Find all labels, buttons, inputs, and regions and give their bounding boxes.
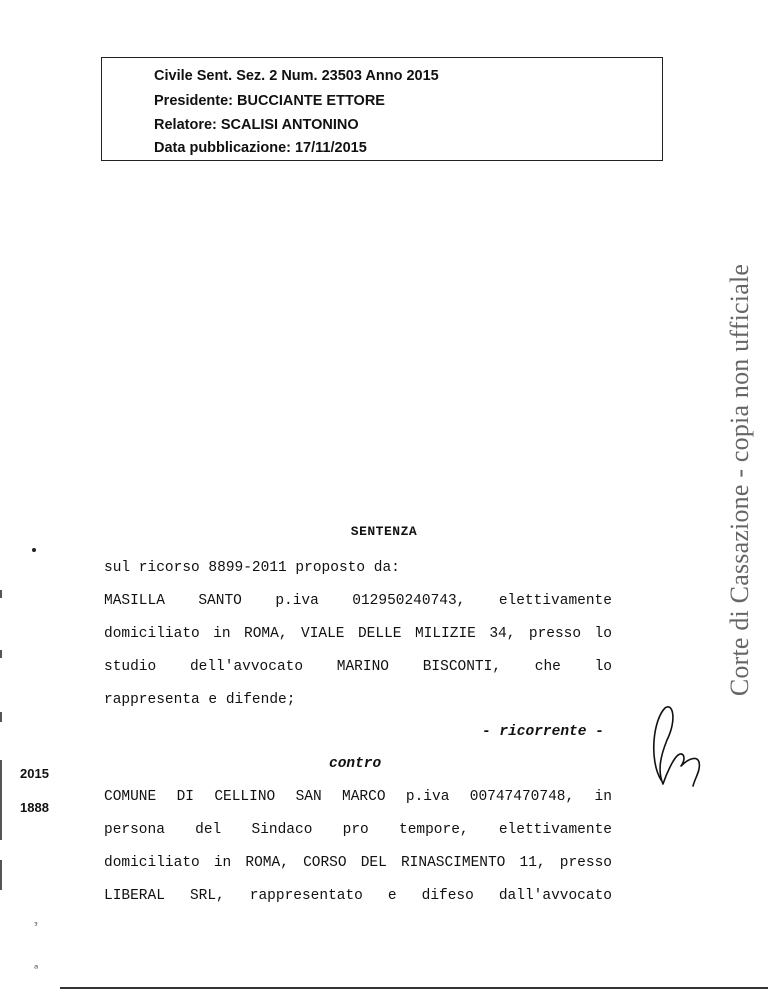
word: CELLINO (214, 789, 276, 805)
header-line-president: Presidente: BUCCIANTE ETTORE (154, 93, 385, 109)
word: ROMA, (244, 626, 288, 642)
bottom-rule (60, 987, 768, 989)
margin-tick (0, 712, 2, 722)
word: difeso (421, 888, 474, 904)
word: che (534, 659, 561, 675)
margin-dot (32, 548, 36, 552)
body-line-3 (104, 626, 612, 642)
word: 11, (519, 855, 546, 871)
margin-mark-2: ᵃ (34, 962, 39, 975)
word: rappresentato (249, 888, 363, 904)
margin-tick (0, 590, 2, 598)
header-line-publication-date: Data pubblicazione: 17/11/2015 (154, 140, 367, 156)
margin-year: 2015 (20, 766, 49, 781)
watermark: Corte di Cassazione - copia non ufficiale (725, 263, 754, 697)
word: MASILLA (104, 593, 165, 609)
word: pro (342, 822, 369, 838)
word: presso (528, 626, 582, 642)
word: Sindaco (251, 822, 313, 838)
word: elettivamente (498, 593, 612, 609)
word: in (213, 626, 231, 642)
word: persona (104, 822, 165, 838)
body-line-2 (104, 593, 612, 609)
word: studio (104, 659, 157, 675)
word: lo (594, 659, 612, 675)
margin-tick (0, 760, 2, 840)
word: LIBERAL (104, 888, 165, 904)
word: tempore, (399, 822, 469, 838)
word: MILIZIE (414, 626, 476, 642)
margin-tick (0, 860, 2, 890)
margin-tick (0, 650, 2, 658)
header-box (101, 57, 663, 161)
document-title: SENTENZA (350, 524, 418, 539)
word: DEL (360, 855, 387, 871)
word: SAN (295, 789, 322, 805)
word: DI (176, 789, 194, 805)
body-line-7 (104, 822, 612, 838)
word: SANTO (198, 593, 242, 609)
body-line-9 (104, 888, 612, 904)
word: del (195, 822, 222, 838)
body-line-1: sul ricorso 8899-2011 proposto da: (104, 560, 400, 576)
word: dell'avvocato (189, 659, 304, 675)
word: SRL, (189, 888, 225, 904)
word: 012950240743, (352, 593, 466, 609)
word: e (387, 888, 397, 904)
word: dall'avvocato (498, 888, 612, 904)
margin-number: 1888 (20, 800, 49, 815)
word: p.iva (405, 789, 450, 805)
word: presso (559, 855, 612, 871)
word: VIALE (301, 626, 345, 642)
header-line-sentence: Civile Sent. Sez. 2 Num. 23503 Anno 2015 (154, 68, 439, 84)
word: ROMA, (245, 855, 289, 871)
word: 00747470748, (469, 789, 575, 805)
body-line-6 (104, 789, 612, 805)
margin-mark-1: ᵌ (34, 919, 38, 932)
handwritten-signature (643, 700, 713, 790)
role-ricorrente: - ricorrente - (482, 724, 604, 740)
word: RINASCIMENTO (400, 855, 506, 871)
body-line-5: rappresenta e difende; (104, 692, 296, 708)
word: domiciliato (104, 626, 200, 642)
word: COMUNE (104, 789, 157, 805)
body-line-8 (104, 855, 612, 871)
word: MARINO (336, 659, 389, 675)
word: elettivamente (498, 822, 612, 838)
word: in (213, 855, 232, 871)
word: p.iva (275, 593, 319, 609)
body-line-4 (104, 659, 612, 675)
word: CORSO (303, 855, 347, 871)
header-line-rapporteur: Relatore: SCALISI ANTONINO (154, 117, 359, 133)
word: DELLE (357, 626, 402, 642)
word: domiciliato (104, 855, 200, 871)
word: lo (594, 626, 612, 642)
word: in (594, 789, 612, 805)
contro-label: contro (329, 756, 382, 772)
word: BISCONTI, (422, 659, 502, 675)
word: 34, (489, 626, 516, 642)
word: MARCO (342, 789, 386, 805)
